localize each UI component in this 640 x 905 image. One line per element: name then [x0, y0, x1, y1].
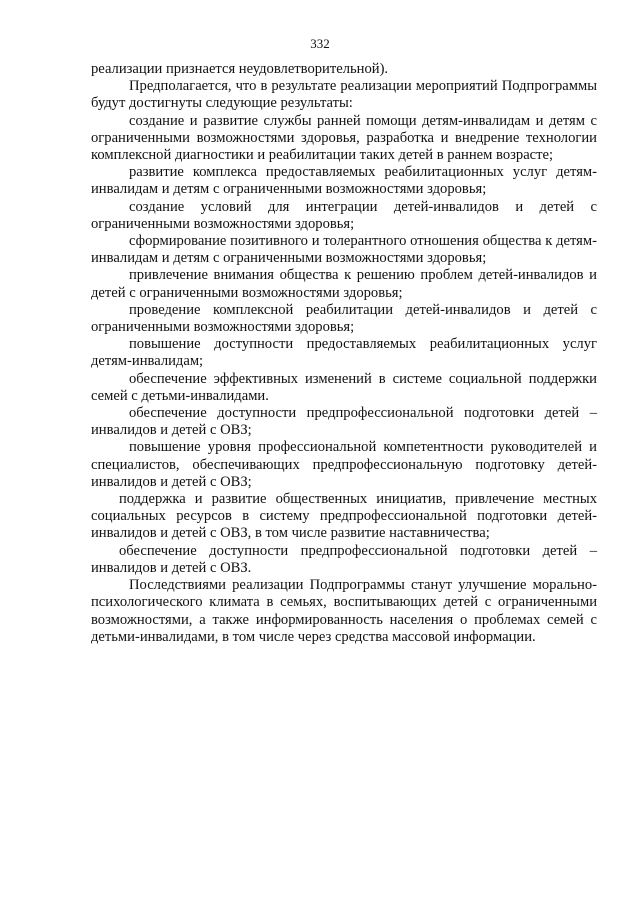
paragraph-intro: Предполагается, что в результате реализации мероприятий Подпрограммы будут достигнуты следующие результаты: — [91, 78, 597, 112]
result-item: обеспечение эффективных изменений в системе социальной поддержки семей с детьми-инвалидами. — [91, 370, 597, 404]
result-item: повышение доступности предоставляемых реабилитационных услуг детям-инвалидам; — [91, 336, 597, 370]
paragraph-continuation: реализации признается неудовлетворительной). — [91, 61, 389, 77]
result-item: поддержка и развитие общественных инициатив, привлечение местных социальных ресурсов в систему предпрофессиональной подготовки детей-инвалидов и детей с ОВЗ, в том числе развитие наставничества; — [91, 491, 597, 542]
result-item: обеспечение доступности предпрофессиональной подготовки детей – инвалидов и детей с ОВЗ. — [91, 542, 597, 576]
result-item: обеспечение доступности предпрофессиональной подготовки детей – инвалидов и детей с ОВЗ; — [91, 405, 597, 439]
paragraph-conclusion: Последствиями реализации Подпрограммы станут улучшение морально-психологического климата в семьях, воспитывающих детей с ограниченными возможностями, а также информированность населения о проблемах семей с детьми-инвалидами, в том числе через средства массовой информации. — [91, 577, 597, 645]
result-item: развитие комплекса предоставляемых реабилитационных услуг детям-инвалидам и детям с ограниченными возможностями здоровья; — [91, 164, 597, 198]
result-item: создание условий для интеграции детей-инвалидов и детей с ограниченными возможностями здоровья; — [91, 198, 597, 232]
result-item: создание и развитие службы ранней помощи детям-инвалидам и детям с ограниченными возможностями здоровья, разработка и внедрение технологии комплексной диагностики и реабилитации таких детей в раннем возрасте; — [91, 112, 597, 164]
result-item: повышение уровня профессиональной компетентности руководителей и специалистов, обеспечивающих предпрофессиональную подготовку детей-инвалидов и детей с ОВЗ; — [91, 439, 597, 490]
result-item: проведение комплексной реабилитации детей-инвалидов и детей с ограниченными возможностями здоровья; — [91, 301, 597, 336]
document-body — [91, 61, 597, 646]
page-number: 332 — [310, 36, 330, 51]
result-item: сформирование позитивного и толерантного отношения общества к детям-инвалидам и детям с ограниченными возможностями здоровья; — [91, 233, 597, 267]
result-item: привлечение внимания общества к решению проблем детей-инвалидов и детей с ограниченными возможностями здоровья; — [91, 267, 597, 301]
